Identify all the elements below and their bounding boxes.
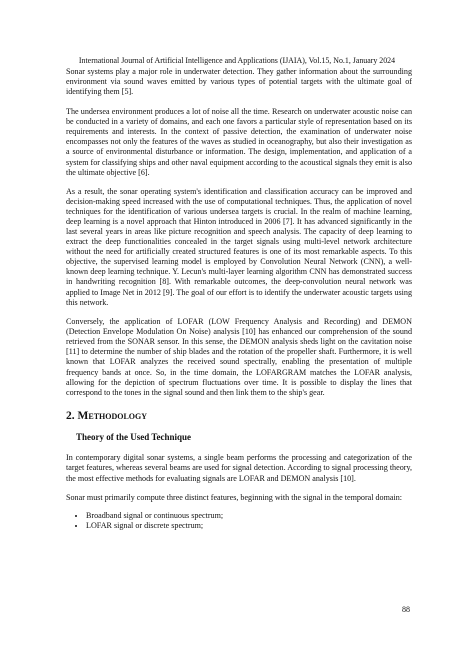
feature-list: [66, 511, 412, 531]
list-item: • LOFAR signal or discrete spectrum;: [86, 521, 412, 531]
journal-header: International Journal of Artificial Intelligence and Applications (IJAIA), Vol.15, No.1, January 2024: [78, 56, 396, 65]
body-text: [66, 67, 412, 531]
section-heading: [66, 410, 412, 423]
section-title: Methodology: [77, 410, 148, 423]
section-number: 2.: [66, 410, 75, 423]
paragraph-undersea-noise: The undersea environment produces a lot of noise all the time. Research on underwater acoustic noise can be conducted in a variety of domains, and each one favors a particular style of representation based on its requirements and interests. In the context of passive detection, the examination of underwater noise encompasses not only the features of the waves as studied in oceanography, but also their investigation as a source of environmental disturbance or information. The design, implementation, and application of a system for classifying ships and other naval equipment according to the acoustical signals they emit is also the ultimate objective [6].: [66, 106, 412, 177]
paragraph-digital-sonar: In contemporary digital sonar systems, a single beam performs the processing and categorization of the target features, whereas several beams are used for signal detection. According to signal processing theory, the most effective methods for evaluating signals are LOFAR and DEMON analysis [10].: [66, 453, 412, 483]
page-number: 88: [402, 605, 410, 614]
list-item: • Broadband signal or continuous spectrum;: [86, 511, 412, 521]
paragraph-sonar-intro: Sonar systems play a major role in underwater detection. They gather information about the surrounding environment via sound waves emitted by various types of potential targets with the ultimate goal of identifying them [5].: [66, 67, 412, 97]
subsection-heading: Theory of the Used Technique: [76, 432, 192, 443]
paragraph-deep-learning: As a result, the sonar operating system's identification and classification accuracy can be improved and decision-making speed increased with the use of computational techniques. Thus, the application of novel techniques for the identification of various undersea targets is crucial. In the realm of machine learning, deep learning is a novel approach that Hinton introduced in 2006 [7]. It has advanced significantly in the last several years in areas like picture recognition and speech analysis. The capacity of deep learning to extract the deep functionalities concealed in the target signals using multi-level network architecture without the need for artificially created structured features is one of its most remarkable aspects. To this objective, the supervised learning model is employed by Convolution Neural Network (CNN), a well-known deep learning technique. Y. Lecun's multi-layer learning algorithm CNN has demonstrated success in handwriting recognition [8]. With remarkable outcomes, the deep-convolution neural network was applied to Image Net in 2012 [9]. The goal of our effort is to identify the underwater acoustic targets using this network.: [66, 187, 412, 307]
paragraph-sonar-features: Sonar must primarily compute three distinct features, beginning with the signal in the temporal domain:: [66, 492, 403, 502]
paragraph-lofar-demon: Conversely, the application of LOFAR (LOW Frequency Analysis and Recording) and DEMON (Detection Envelope Modulation On Noise) analysis [10] has enhanced our comprehension of the sound retrieved from the SONAR sensor. In this sense, the DEMON analysis sheds light on the cavitation noise [11] to determine the number of ship blades and the rotation of the propeller shaft. Furthermore, it is well known that LOFAR analyzes the received sound spectrally, enabling the presentation of multiple frequency bands at once. So, in the time domain, the LOFARGRAM matches the LOFAR analysis, allowing for the depiction of spectrum fluctuations over time. It is possible to display the lines that correspond to the tones in the signal sound and then link them to the ship's gear.: [66, 316, 412, 398]
